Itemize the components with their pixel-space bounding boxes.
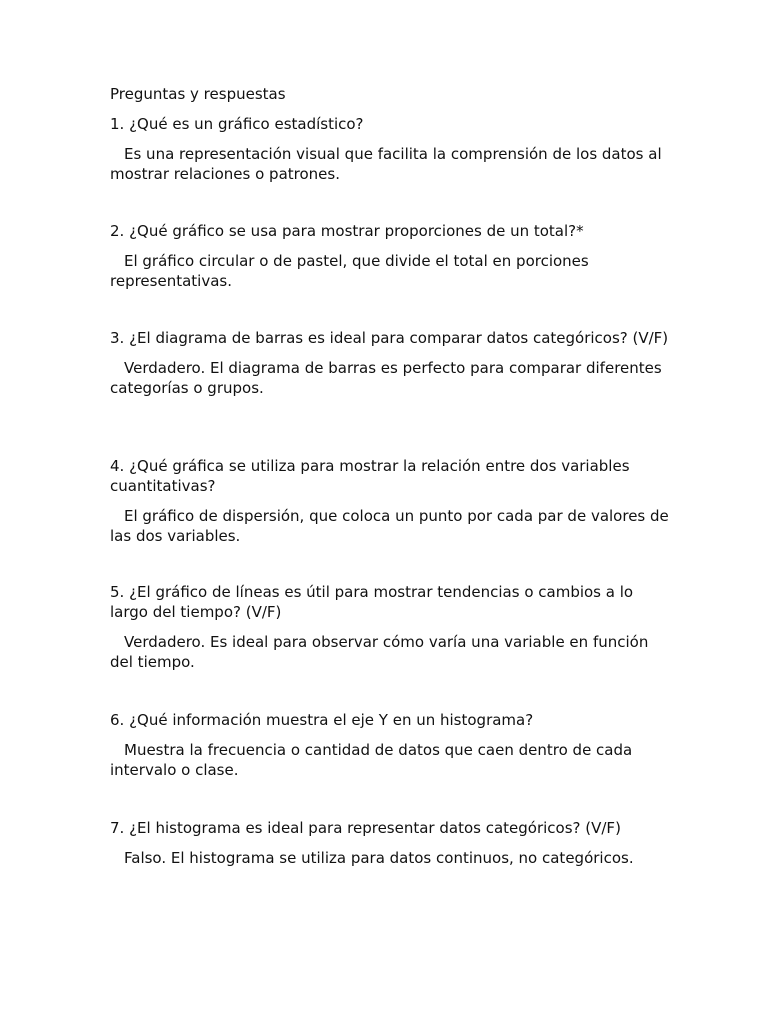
answer-text: Falso. El histograma se utiliza para datos continuos, no categóricos. bbox=[124, 849, 634, 867]
qa-item bbox=[110, 114, 670, 184]
answer-text: Verdadero. Es ideal para observar cómo varía una variable en función del tiempo. bbox=[110, 633, 649, 671]
answer-text: Verdadero. El diagrama de barras es perfecto para comparar diferentes categorías o grupos. bbox=[110, 359, 662, 397]
question-text: 4. ¿Qué gráfica se utiliza para mostrar la relación entre dos variables cuantitativas? bbox=[110, 457, 630, 495]
qa-item bbox=[110, 456, 670, 546]
question-text: 2. ¿Qué gráfico se usa para mostrar proporciones de un total?* bbox=[110, 222, 584, 240]
qa-item bbox=[110, 328, 670, 398]
document-title: Preguntas y respuestas bbox=[110, 85, 286, 103]
question-text: 6. ¿Qué información muestra el eje Y en un histograma? bbox=[110, 711, 534, 729]
qa-item bbox=[110, 221, 670, 291]
answer-text: Muestra la frecuencia o cantidad de datos que caen dentro de cada intervalo o clase. bbox=[110, 741, 633, 779]
question-text: 7. ¿El histograma es ideal para representar datos categóricos? (V/F) bbox=[110, 819, 621, 837]
qa-item bbox=[110, 818, 670, 868]
question-text: 1. ¿Qué es un gráfico estadístico? bbox=[110, 115, 364, 133]
question-text: 5. ¿El gráfico de líneas es útil para mostrar tendencias o cambios a lo largo del tiempo? (V/F) bbox=[110, 583, 634, 621]
answer-text: El gráfico circular o de pastel, que divide el total en porciones representativas. bbox=[110, 252, 589, 290]
question-text: 3. ¿El diagrama de barras es ideal para comparar datos categóricos? (V/F) bbox=[110, 329, 669, 347]
answer-text: El gráfico de dispersión, que coloca un punto por cada par de valores de las dos variables. bbox=[110, 507, 669, 545]
answer-text: Es una representación visual que facilita la comprensión de los datos al mostrar relaciones o patrones. bbox=[110, 145, 662, 183]
qa-item bbox=[110, 710, 670, 780]
qa-item bbox=[110, 582, 670, 672]
